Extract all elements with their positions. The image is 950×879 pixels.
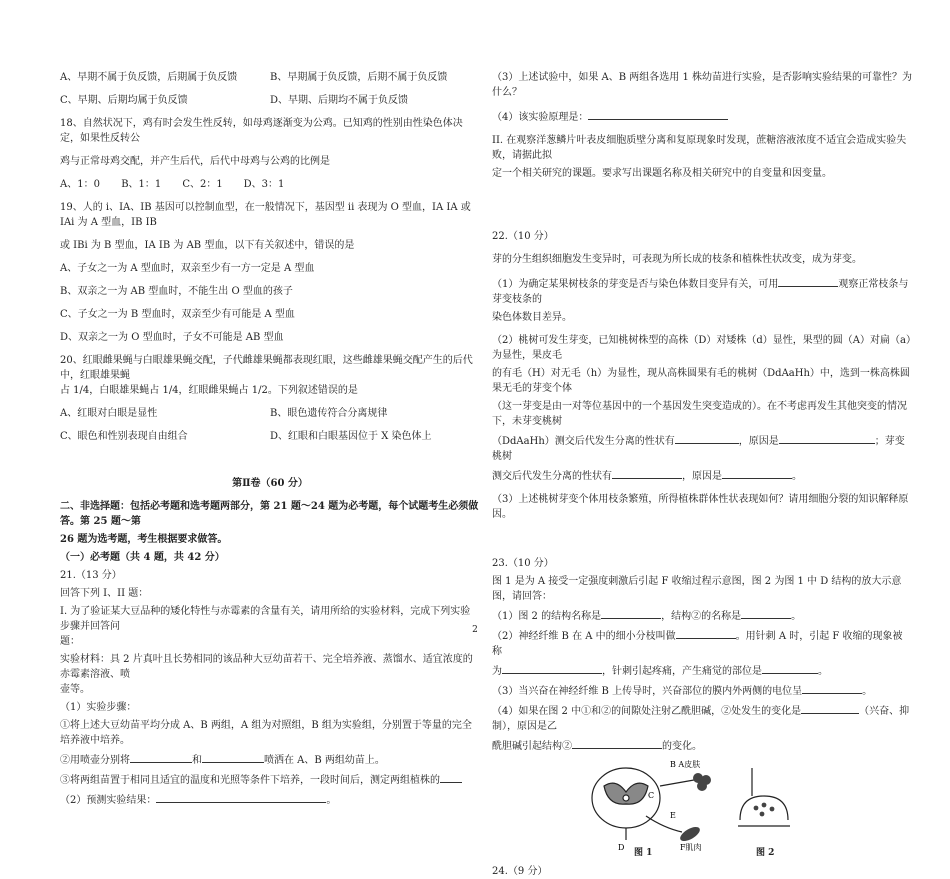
q20-line1: 20、红眼雌果蝇与白眼雄果蝇交配，子代雌雄果蝇都表现红眼，这些雌雄果蝇交配产生的后代中，红眼雄果蝇	[60, 355, 473, 381]
answer-blank[interactable]	[778, 275, 838, 287]
vesicle	[770, 807, 775, 812]
option: B、1：1	[121, 179, 162, 190]
option: D、红眼和白眼基因位于 X 染色体上	[270, 431, 432, 442]
option: D、早期、后期均不属于负反馈	[270, 95, 409, 106]
vesicle	[762, 803, 767, 808]
q21-intro: 回答下列 I、II 题：	[60, 588, 149, 599]
option: C、早期、后期均属于负反馈	[60, 95, 188, 106]
q18-line2: 鸡与正常母鸡交配，并产生后代，后代中母鸡与公鸡的比例是	[60, 156, 330, 167]
q22-2-line5: 测交后代发生分离的性状有 ，原因是 。	[492, 467, 912, 484]
answer-blank[interactable]	[601, 607, 661, 619]
q21-I-line2: 题：	[60, 636, 80, 647]
q23-intro: 图 1 是为 A 接受一定强度刺激后引起 F 收缩过程示意图，图 2 为图 1 中 D 结构的放大示意图，请回答：	[492, 576, 902, 602]
q23-1: （1）图 2 的结构名称是 ，结构②的名称是 。	[492, 607, 912, 624]
q20-options-row2	[60, 429, 480, 444]
synapse-terminal	[740, 796, 788, 820]
option: A、早期不属于负反馈，后期属于负反馈	[60, 72, 238, 83]
option: C、子女之一为 B 型血时，双亲至少有可能是 A 型血	[60, 309, 295, 320]
q22-1: （1）为确定某果树枝条的芽变是否与染色体数目变异有关，可用 观察正常枝条与芽变枝条的	[492, 275, 912, 307]
part2-intro-line2: 26 题为选考题，考生根据要求做答。	[60, 534, 228, 545]
q21-I-line1: I. 为了验证某大豆品种的矮化特性与赤霉素的含量有关，请用所给的实验材料，完成下列实验步骤并回答问	[60, 606, 471, 632]
label-f-muscle: F肌肉	[680, 843, 702, 852]
answer-blank[interactable]	[572, 737, 662, 749]
label-b-a-skin: B A皮肤	[670, 760, 701, 769]
option: A、1：0	[60, 179, 100, 190]
answer-blank[interactable]	[612, 467, 682, 479]
option: C、2：1	[182, 179, 223, 190]
answer-blank[interactable]	[675, 432, 739, 444]
option: B、双亲之一为 AB 型血时，不能生出 O 型血的孩子	[60, 286, 293, 297]
q21-materials-line1: 实验材料：具 2 片真叶且长势相同的该品种大豆幼苗若干、完全培养液、蒸馏水、适宜浓度的赤霉素溶液、喷	[60, 654, 473, 680]
q21-materials-line2: 壶等。	[60, 684, 90, 695]
part2-intro-line1: 二、非选择题：包括必考题和选考题两部分，第 21 题～24 题为必考题，每个试题考生必须做答。第 25 题～第	[60, 501, 479, 527]
q23-heading: 23.（10 分）	[492, 558, 554, 569]
q22-2-line1: （2）桃树可发生芽变，已知桃树株型的高株（D）对矮株（d）显性，果型的圆（A）对扁（a）为显性，果皮毛	[492, 335, 911, 361]
q21-step1: ①将上述大豆幼苗平均分成 A、B 两组，A 组为对照组，B 组为实验组，分别置于等量的完全培养液中培养。	[60, 720, 472, 746]
figure-1-reflex-arc	[586, 758, 726, 856]
q21-II-line1: II. 在观察洋葱鳞片叶表皮细胞质壁分离和复原现象时发现，蔗糖溶液浓度不适宜会造成实验失败，请据此拟	[492, 135, 907, 161]
option: D、3：1	[243, 179, 285, 190]
muscle-shape	[678, 824, 702, 844]
q19-line1: 19、人的 i、IA、IB 基因可以控制血型，在一般情况下，基因型 ii 表现为 O 型血，IA IA 或 IAi 为 A 型血，IB IB	[60, 202, 471, 228]
option: B、早期属于负反馈，后期不属于负反馈	[270, 72, 448, 83]
option: D、双亲之一为 O 型血时，子女不可能是 AB 型血	[60, 332, 284, 343]
figure-2-caption: 图 2	[756, 848, 775, 858]
q21-prediction: （2）预测实验结果： 。	[60, 791, 480, 808]
q22-2-line2: 的有毛（H）对无毛（h）为显性，现从高株圆果有毛的桃树（DdAaHh）中，选到一株高株圆果无毛的芽变个体	[492, 368, 910, 394]
q23-2: （2）神经纤维 B 在 A 中的细小分枝叫做 。用针刺 A 时，引起 F 收缩的现象被称	[492, 627, 912, 659]
page-number: 2	[472, 625, 478, 635]
q21-steps-heading: （1）实验步骤：	[60, 702, 137, 713]
answer-blank[interactable]	[802, 682, 862, 694]
q23-2-cont: 为 ，针刺引起疼痛，产生痛觉的部位是 。	[492, 662, 912, 679]
answer-blank[interactable]	[502, 662, 602, 674]
answer-blank[interactable]	[156, 791, 326, 803]
label-c: C	[648, 791, 655, 800]
answer-blank[interactable]	[801, 702, 859, 714]
q21-3: （3）上述试验中，如果 A、B 两组各选用 1 株幼苗进行实验，是否影响实验结果的可靠性？为什么？	[492, 72, 913, 98]
q20-options-row1	[60, 406, 480, 421]
q22-2-line3: （这一芽变是由一对等位基因中的一个基因发生突变造成的）。在不考虑再发生其他突变的情况下，未芽变桃树	[492, 401, 907, 427]
q19-line2: 或 IBi 为 B 型血，IA IB 为 AB 型血，以下有关叙述中，错误的是	[60, 240, 355, 251]
q22-1-cont: 染色体数目差异。	[492, 312, 572, 323]
part2-title: 第Ⅱ卷（60 分）	[232, 478, 308, 489]
answer-blank[interactable]	[779, 432, 875, 444]
central-canal	[623, 795, 629, 801]
q23-4-cont: 酰胆碱引起结构② 的变化。	[492, 737, 912, 754]
q21-step2: ②用喷壶分别将 和 喷洒在 A、B 两组幼苗上。	[60, 751, 480, 768]
option: B、眼色遗传符合分离规律	[270, 408, 388, 419]
q17-options-row1	[60, 70, 480, 85]
q21-II-line2: 定一个相关研究的课题。要求写出课题名称及相关研究中的自变量和因变量。	[492, 168, 832, 179]
receptor-cell	[697, 781, 707, 791]
q20-line2: 占 1/4，白眼雄果蝇占 1/4，红眼雌果蝇占 1/2。下列叙述错误的是	[60, 385, 358, 396]
q21-4: （4）该实验原理是：	[492, 108, 912, 125]
q22-heading: 22.（10 分）	[492, 231, 554, 242]
q23-4: （4）如果在图 2 中①和②的间隙处注射乙酰胆碱，②处发生的变化是 （兴奋、抑制），原因是乙	[492, 702, 912, 734]
q22-intro: 芽的分生组织细胞发生变异时，可表现为所长成的枝条和植株性状改变，成为芽变。	[492, 254, 862, 265]
answer-blank[interactable]	[741, 607, 791, 619]
answer-blank[interactable]	[130, 751, 192, 763]
q24-heading: 24.（9 分）	[492, 866, 548, 877]
section-heading: （一）必考题（共 4 题，共 42 分）	[60, 552, 225, 563]
answer-blank[interactable]	[722, 467, 792, 479]
answer-blank[interactable]	[440, 771, 462, 783]
answer-blank[interactable]	[588, 108, 728, 120]
vesicle	[754, 806, 759, 811]
left-column	[60, 70, 480, 808]
figure-2-synapse	[732, 758, 802, 856]
q23-3: （3）当兴奋在神经纤维 B 上传导时，兴奋部位的膜内外两侧的电位呈 。	[492, 682, 912, 699]
answer-blank[interactable]	[762, 662, 818, 674]
label-e: E	[670, 811, 676, 820]
afferent-fiber	[660, 780, 694, 786]
option: A、子女之一为 A 型血时，双亲至少有一方一定是 A 型血	[60, 263, 315, 274]
answer-blank[interactable]	[202, 751, 264, 763]
q21-heading: 21.（13 分）	[60, 570, 122, 581]
right-column	[492, 70, 912, 879]
q18-line1: 18、自然状况下，鸡有时会发生性反转，如母鸡逐渐变为公鸡。已知鸡的性别由性染色体决定，如果性反转公	[60, 118, 463, 144]
option: A、红眼对白眼是显性	[60, 408, 158, 419]
q22-2-line4: （DdAaHh）测交后代发生分离的性状有 ，原因是 ；芽变桃树	[492, 432, 912, 464]
vesicle	[760, 812, 765, 817]
q22-3: （3）上述桃树芽变个体用枝条繁殖，所得植株群体性状表现如何？请用细胞分裂的知识解释原因。	[492, 494, 909, 520]
q18-options	[60, 177, 480, 192]
q21-step3: ③将两组苗置于相同且适宜的温度和光照等条件下培养，一段时间后，测定两组植株的	[60, 771, 480, 788]
label-d: D	[618, 843, 625, 852]
option: C、眼色和性别表现自由组合	[60, 431, 188, 442]
q23-figures	[492, 758, 912, 856]
figure-1-caption: 图 1	[634, 848, 653, 858]
q17-options-row2	[60, 93, 480, 108]
